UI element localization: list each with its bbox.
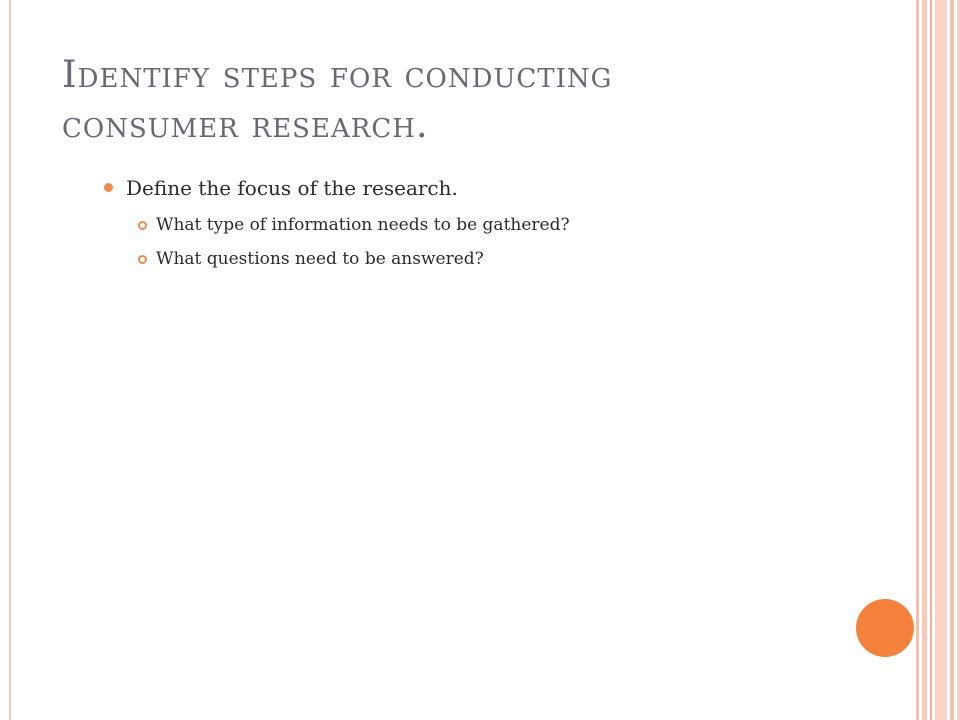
title-line-2: consumer research.: [62, 103, 429, 146]
bullet-ring-icon: [138, 221, 147, 230]
sub-bullet-text: What type of information needs to be gathered?: [156, 215, 570, 235]
bullet-text: Define the focus of the research.: [126, 176, 458, 200]
left-frame-line: [9, 0, 11, 720]
stripe: [922, 0, 927, 720]
bullet-ring-icon: [138, 255, 147, 264]
bullet-item: [104, 172, 884, 204]
title-line-1: Identify steps for conducting: [62, 53, 613, 96]
sub-bullet-item: [104, 242, 884, 276]
sub-bullet-item: [104, 208, 884, 242]
stripe: [916, 0, 919, 720]
stripe: [950, 0, 954, 720]
sub-bullet-text: What questions need to be answered?: [156, 249, 484, 269]
sub-bullet-list: [104, 208, 884, 276]
stripe: [935, 0, 947, 720]
stripe: [930, 0, 932, 720]
slide-title: [62, 50, 862, 150]
accent-circle: [856, 599, 914, 657]
bullet-dot-icon: [104, 183, 113, 192]
right-decorative-stripes: [916, 0, 960, 720]
bullet-list: [104, 172, 884, 276]
